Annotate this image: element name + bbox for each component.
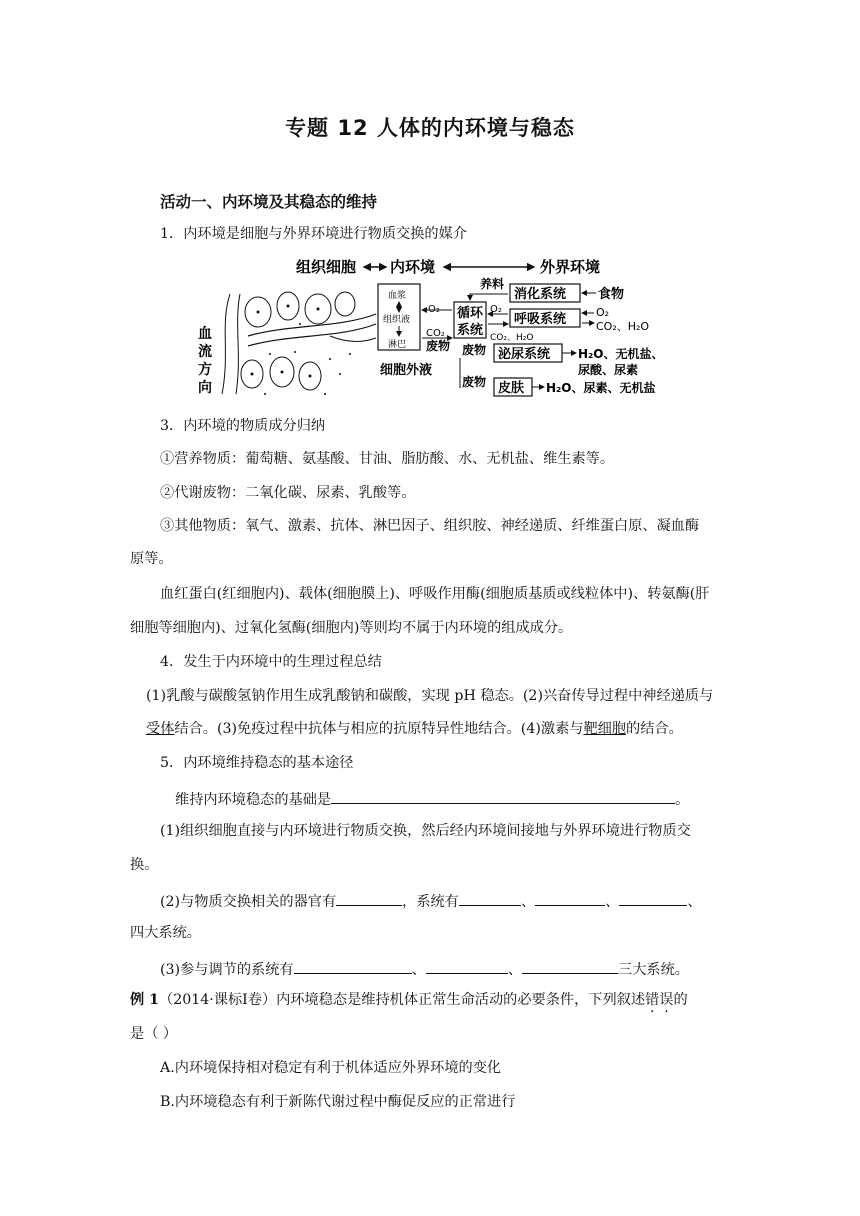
answer-blank[interactable] [426,957,508,974]
item-5-1-line2: 换。 [130,857,159,873]
respiratory-label: 呼吸系统 [514,312,567,327]
answer-blank[interactable] [336,889,402,906]
svg-text:方: 方 [198,362,212,378]
page-title: 专题 12 人体的内环境与稳态 [285,116,575,140]
urinary-label: 泌尿系统 [498,347,551,362]
answer-blank[interactable] [535,889,605,906]
item-4: 4．发生于内环境中的生理过程总结 [160,654,382,670]
extracellular-label: 细胞外液 [380,363,433,378]
item-5-2-line1: (2)与物质交换相关的器官有 ，系统有 、 、 、 [160,889,702,912]
item-3: 3．内环境的物质成分归纳 [160,418,326,434]
item-3-2: ②代谢废物：二氧化碳、尿素、乳酸等。 [160,485,416,501]
item-4-line2: 受体结合。(3)免疫过程中抗体与相应的抗原特异性地结合。(4)激素与靶细胞的结合。 [146,721,683,737]
item-3-1: ①营养物质：葡萄糖、氨基酸、甘油、脂肪酸、水、无机盐、维生素等。 [160,451,615,467]
item-4-line1: (1)乳酸与碳酸氢钠作用生成乳酸钠和碳酸，实现 pH 稳态。(2)兴奋传导过程中神经递质与 [146,688,714,704]
section-heading: 活动一、内环境及其稳态的维持 [160,193,378,211]
external-env-label: 外界环境 [540,258,601,276]
o2-resp-label: O₂ [490,304,502,315]
waste-urinary-label: 废物 [462,343,487,357]
note-line1: 血红蛋白(红细胞内)、载体(细胞膜上)、呼吸作用酶(细胞质基质或线粒体中)、转氨酶(肝 [160,586,710,602]
example-1-line2: 是（ ） [130,1026,178,1042]
nutrients-label: 养料 [480,277,505,291]
food-label: 食物 [598,287,625,302]
item-5-1-line1: (1)组织细胞直接与内环境进行物质交换，然后经内环境间接地与外界环境进行物质交 [160,823,691,839]
item-5-3: (3)参与调节的系统有 、 、 三大系统。 [160,957,689,980]
o2-external-label: O₂ [596,306,610,319]
answer-blank[interactable] [331,787,675,804]
svg-text:向: 向 [198,380,212,396]
urinary-output-1: H₂O、无机盐、 [578,347,664,361]
co2-label: CO₂ [426,328,445,339]
circulation-label-2: 系统 [457,323,484,338]
item-5-2-line2: 四大系统。 [130,925,201,941]
example-1-line1: 例 1（2014·课标Ⅰ卷）内环境稳态是维持机体正常生命活动的必要条件，下列叙述错误的 [130,992,688,1008]
digestive-label: 消化系统 [514,287,567,302]
tissue-cell-label: 组织细胞 [296,258,357,276]
internal-environment-diagram [190,254,670,404]
receptor-term: 受体 [146,721,175,737]
note-line2: 细胞等细胞内)、过氧化氢酶(细胞内)等则均不属于内环境的组成成分。 [130,620,573,636]
option-a: A.内环境保持相对稳定有利于机体适应外界环境的变化 [160,1060,502,1076]
tissue-illustration [222,292,376,394]
lymph-label: 淋巴 [388,340,407,350]
answer-blank[interactable] [294,957,412,974]
co2-h2o-out-label: CO₂、H₂O [596,320,650,333]
o2-label: O₂ [428,304,440,315]
answer-blank[interactable] [459,889,521,906]
item-3-3-line2: 原等。 [130,551,173,567]
skin-label: 皮肤 [498,381,525,396]
item-5: 5．内环境维持稳态的基本途径 [160,755,354,771]
target-cell-term: 靶细胞 [583,721,627,737]
svg-text:血: 血 [198,326,212,342]
co2-h2o-internal-label: CO₂、H₂O [490,333,534,343]
waste-label: 废物 [426,339,451,353]
plasma-label: 血浆 [388,291,407,301]
option-b: B.内环境稳态有利于新陈代谢过程中酶促反应的正常进行 [160,1094,516,1110]
tissue-fluid-label: 组织液 [383,315,411,325]
blood-flow-label [198,325,212,396]
svg-text:流: 流 [198,344,212,360]
item-1: 1．内环境是细胞与外界环境进行物质交换的媒介 [160,226,467,242]
waste-skin-label: 废物 [462,375,487,389]
urinary-output-2: 尿酸、尿素 [578,363,639,377]
circulation-label-1: 循环 [457,306,484,321]
item-3-3-line1: ③其他物质：氧气、激素、抗体、淋巴因子、组织胺、神经递质、纤维蛋白原、凝血酶 [160,518,700,534]
answer-blank[interactable] [619,889,687,906]
internal-env-label: 内环境 [390,258,436,276]
skin-output: H₂O、尿素、无机盐 [546,381,656,395]
answer-blank[interactable] [522,957,618,974]
example-label: 例 1 [130,992,159,1008]
item-5-basis: 维持内环境稳态的基础是 。 [175,787,689,810]
